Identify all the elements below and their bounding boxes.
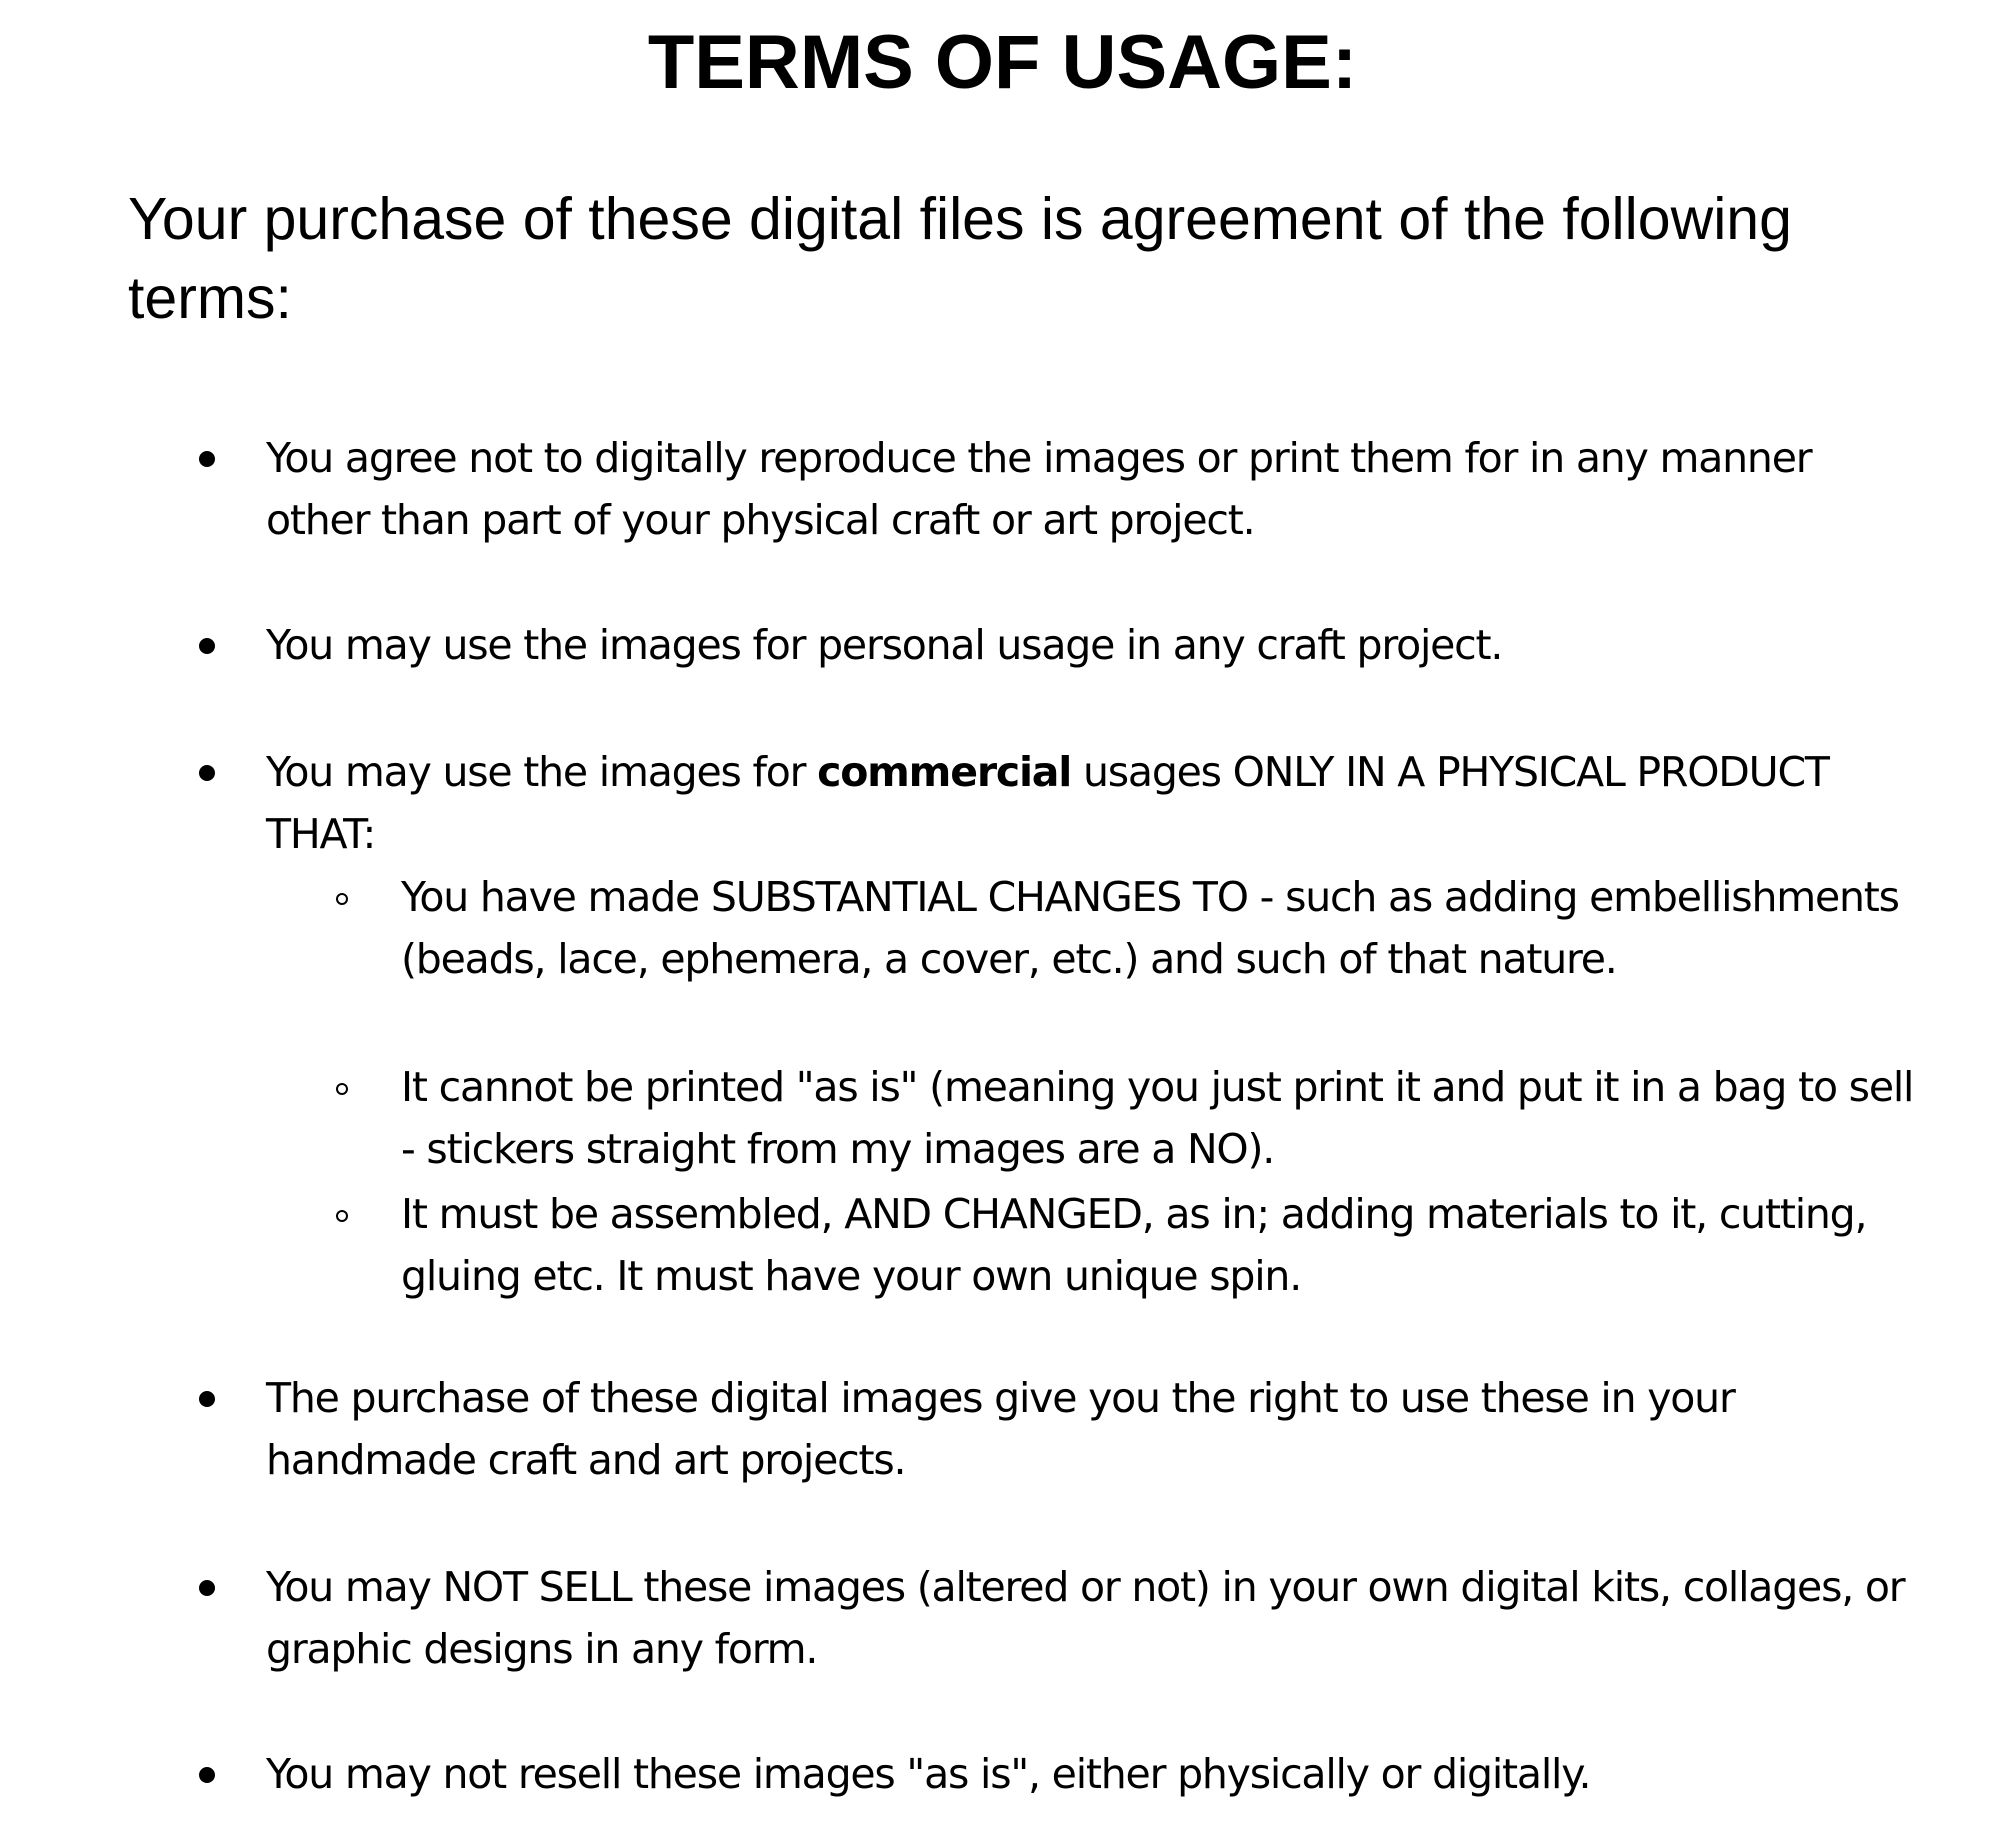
list-item-4: [266, 1367, 1926, 1491]
sub-list-item-text: It cannot be printed "as is" (meaning you just print it and put it in a bag to sell - stickers straight from my images are a NO).: [401, 1063, 1914, 1173]
hollow-bullet-icon: [336, 1083, 348, 1095]
bullet-icon: [199, 1580, 215, 1596]
list-item-6: [266, 1743, 1926, 1805]
list-item-3: [266, 741, 1926, 865]
hollow-bullet-icon: [336, 893, 348, 905]
bullet-icon: [199, 765, 215, 781]
list-item-text: You may NOT SELL these images (altered or not) in your own digital kits, collages, or graphic designs in any form.: [266, 1563, 1905, 1673]
bullet-icon: [199, 638, 215, 654]
sub-list-item-text: It must be assembled, AND CHANGED, as in; adding materials to it, cutting, gluing etc. It must have your own unique spin.: [401, 1190, 1867, 1300]
list-item-text: You agree not to digitally reproduce the images or print them for in any manner other than part of your physical craft or art project.: [266, 434, 1812, 544]
hollow-bullet-icon: [336, 1210, 348, 1222]
sub-list-item-2: [401, 1056, 1921, 1180]
list-item-text: The purchase of these digital images give you the right to use these in your handmade craft and art projects.: [266, 1374, 1735, 1484]
bullet-icon: [199, 451, 215, 467]
page-title: TERMS OF USAGE:: [647, 20, 1358, 105]
commercial-emphasis: commercial: [817, 748, 1072, 796]
bullet-icon: [199, 1767, 215, 1783]
sub-list-item-text: You have made SUBSTANTIAL CHANGES TO - such as adding embellishments (beads, lace, ephemera, a cover, etc.) and such of that nature.: [401, 873, 1899, 983]
intro-paragraph: Your purchase of these digital files is agreement of the following terms:: [128, 186, 1792, 331]
list-item-5: [266, 1556, 1926, 1680]
list-item-2: [266, 614, 1926, 676]
sub-list-item-1: [401, 866, 1921, 990]
bullet-icon: [199, 1391, 215, 1407]
list-item-text-suffix: usages ONLY IN A PHYSICAL PRODUCT THAT:: [266, 748, 1829, 858]
list-item-text: [266, 741, 1926, 865]
list-item-1: [266, 427, 1926, 551]
sub-list-item-3: [401, 1183, 1921, 1307]
list-item-text: You may not resell these images "as is", either physically or digitally.: [266, 1750, 1591, 1798]
list-item-text: You may use the images for personal usage in any craft project.: [266, 621, 1503, 669]
list-item-text-prefix: You may use the images for: [266, 748, 818, 796]
